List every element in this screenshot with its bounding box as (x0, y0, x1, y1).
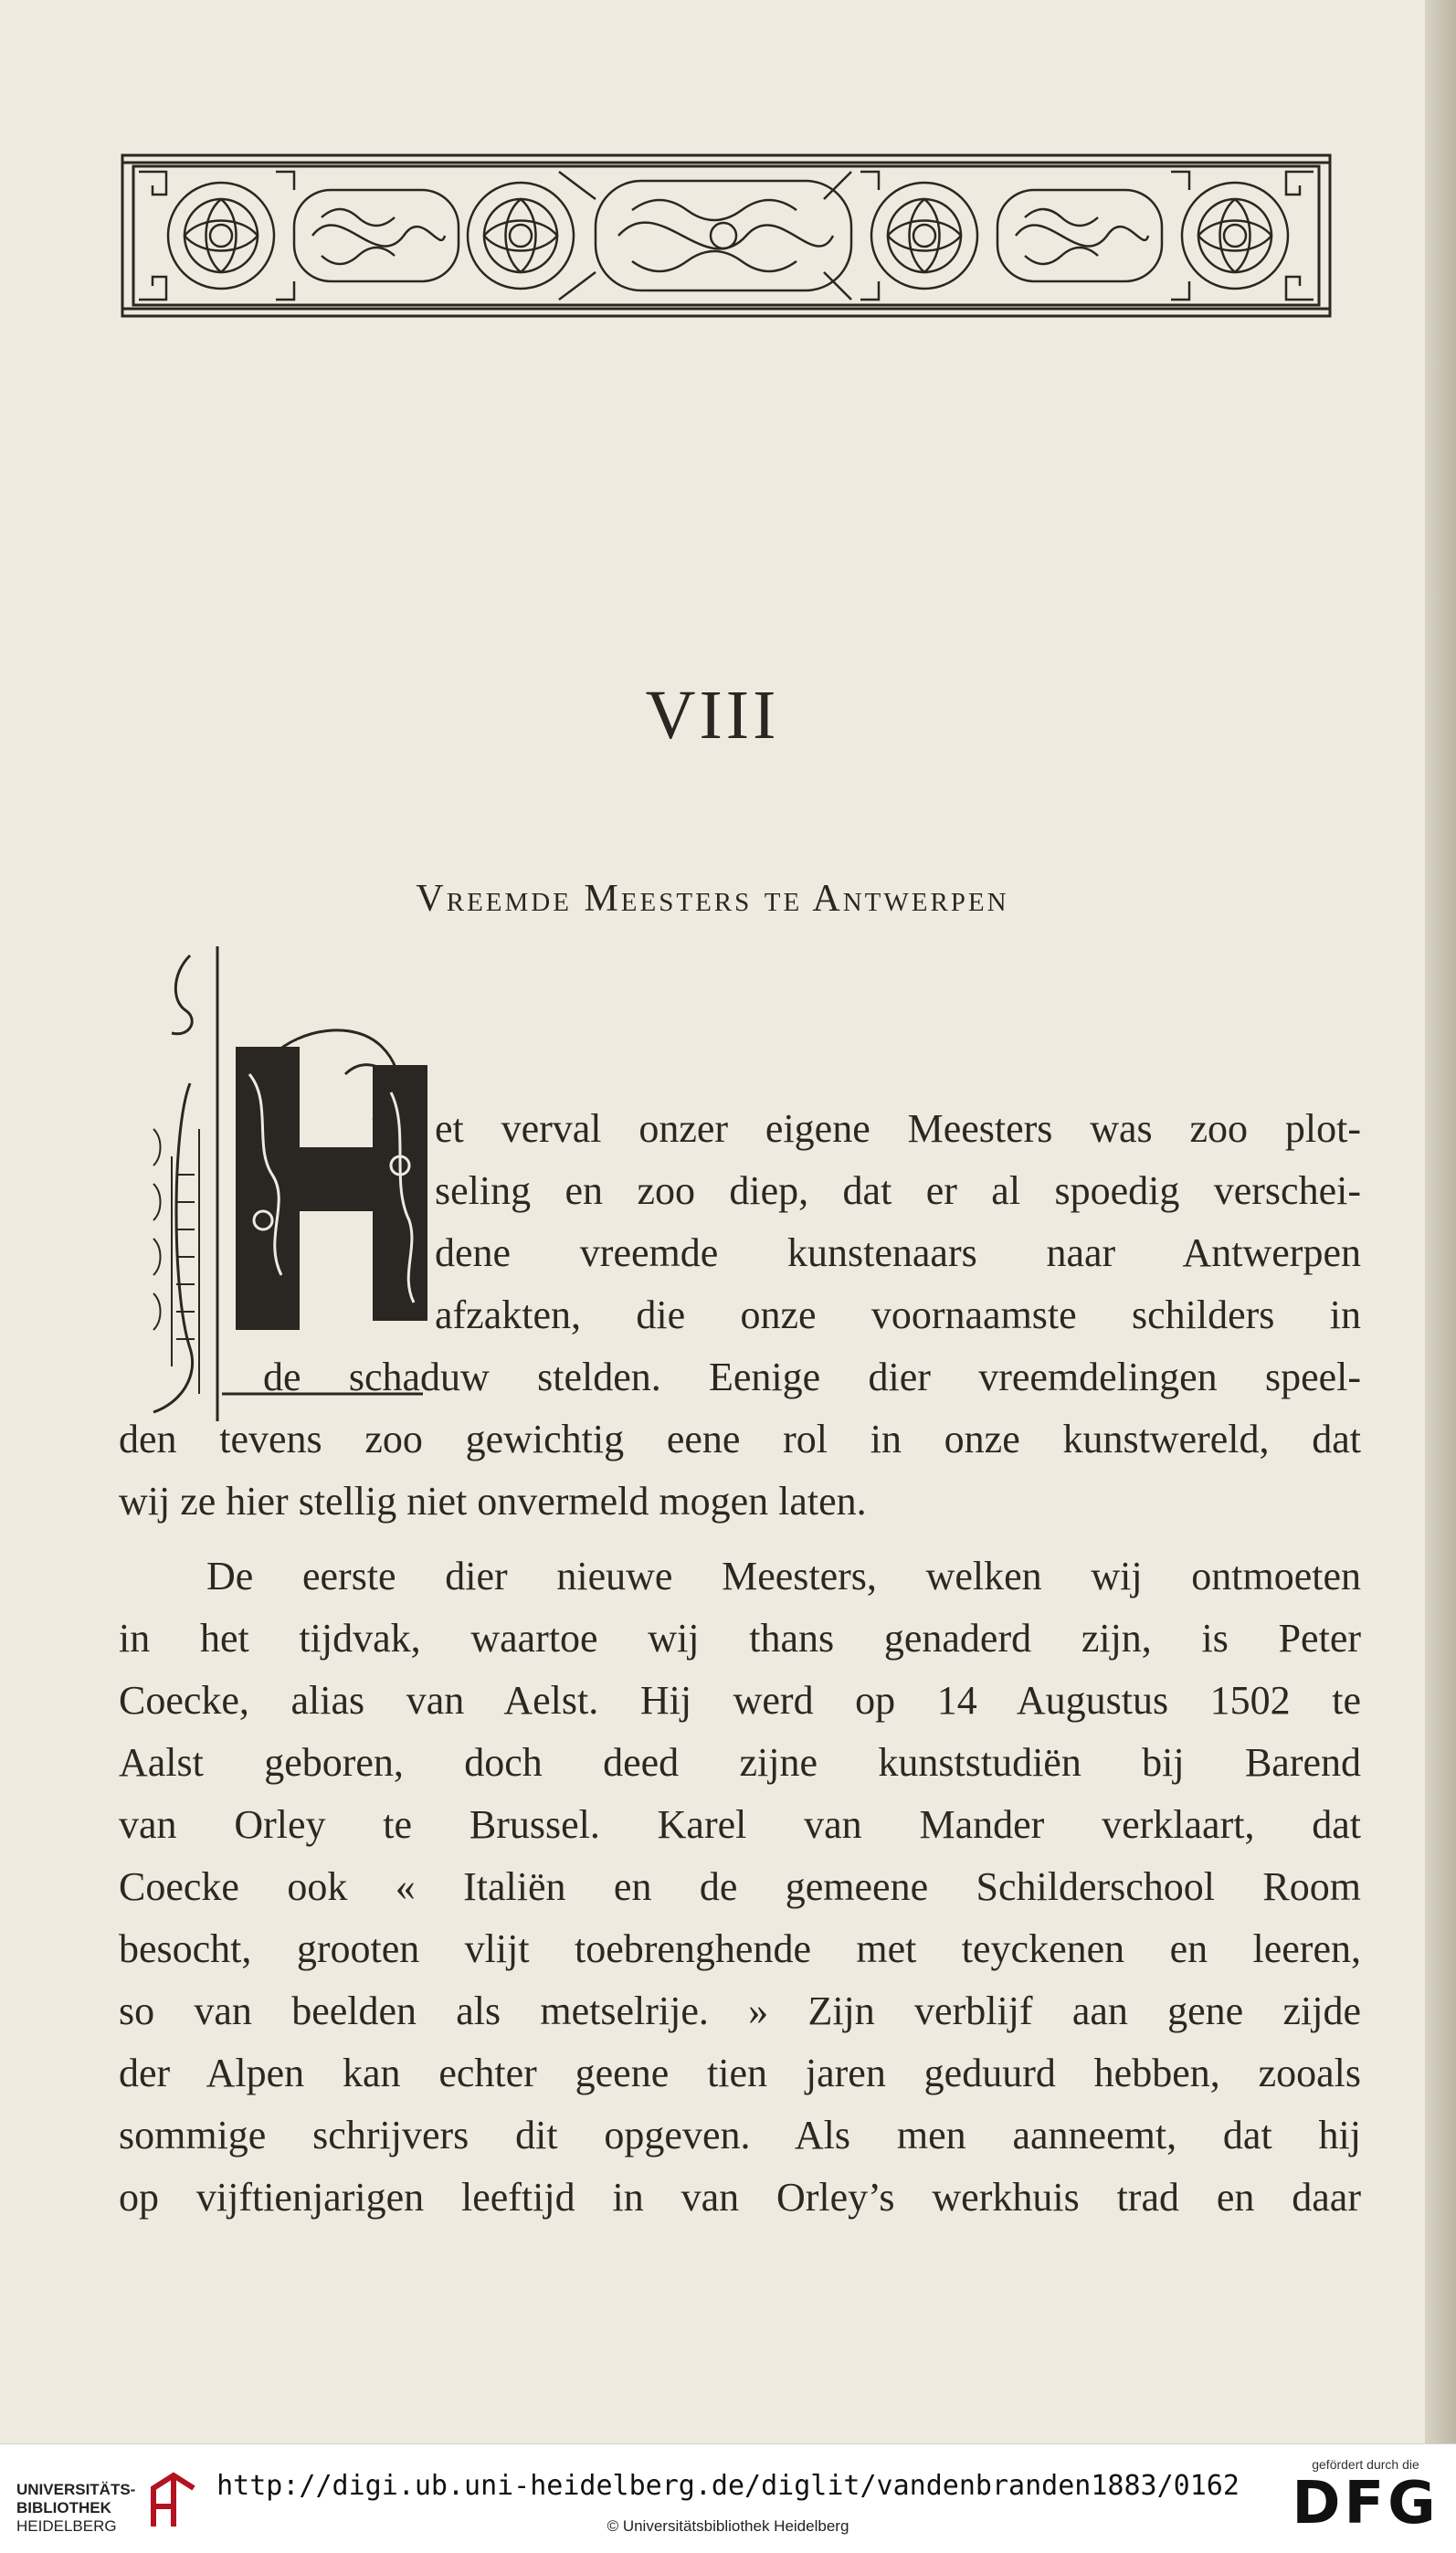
permalink-url[interactable]: http://digi.ub.uni-heidelberg.de/diglit/vandenbranden1883/0162 (216, 2470, 1240, 2502)
ornament-header-band (121, 153, 1332, 318)
library-name-line: HEIDELBERG (16, 2517, 117, 2535)
text-line: den tevens zoo gewichtig eene rol in onze kunstwereld, dat (119, 1417, 1361, 1461)
text-line: Aalst geboren, doch deed zijne kunststudiën bij Barend (119, 1740, 1361, 1785)
text-line: et verval onzer eigene Meesters was zoo plot- (435, 1106, 1361, 1151)
text-line: Coecke ook « Italiën en de gemeene Schilderschool Room (119, 1864, 1361, 1909)
text-line: dene vreemde kunstenaars naar Antwerpen (435, 1230, 1361, 1275)
text-line: der Alpen kan echter geene tien jaren geduurd hebben, zooals (119, 2051, 1361, 2095)
text-line: besocht, grooten vlijt toebrenghende met teyckenen en leeren, (119, 1926, 1361, 1971)
text-line: van Orley te Brussel. Karel van Mander verklaart, dat (119, 1802, 1361, 1847)
text-line: op vijftienjarigen leeftijd in van Orley’s werkhuis trad en daar (119, 2175, 1361, 2220)
text-line: wij ze hier stellig niet onvermeld mogen laten. (119, 1479, 867, 1524)
dfg-logo: DFG (1292, 2470, 1440, 2537)
text-line: so van beelden als metselrije. » Zijn verblijf aan gene zijde (119, 1989, 1361, 2033)
text-line: de schaduw stelden. Eenige dier vreemdelingen speel- (263, 1355, 1361, 1399)
library-name-line: BIBLIOTHEK (16, 2499, 111, 2516)
sponsor-note: gefördert durch die (1312, 2457, 1419, 2472)
chapter-number: VIII (645, 677, 780, 754)
library-name-line: UNIVERSITÄTS- (16, 2481, 136, 2498)
decorated-initial-h (135, 946, 446, 1421)
chapter-title: Vreemde Meesters te Antwerpen (416, 878, 1009, 920)
text-line: De eerste dier nieuwe Meesters, welken wij ontmoeten (206, 1554, 1361, 1598)
copyright-notice: © Universitätsbibliothek Heidelberg (607, 2517, 849, 2535)
sponsor-block (1288, 2457, 1443, 2536)
text-line: seling en zoo diep, dat er al spoedig verschei- (435, 1168, 1361, 1213)
page-edge (1425, 0, 1456, 2443)
text-line: afzakten, die onze voornaamste schilders in (435, 1292, 1361, 1337)
text-line: sommige schrijvers dit opgeven. Als men aanneemt, dat hij (119, 2113, 1361, 2157)
text-line: in het tijdvak, waartoe wij thans genaderd zijn, is Peter (119, 1616, 1361, 1661)
text-line: Coecke, alias van Aelst. Hij werd op 14 Augustus 1502 te (119, 1678, 1361, 1723)
viewer-footer (0, 2443, 1456, 2553)
